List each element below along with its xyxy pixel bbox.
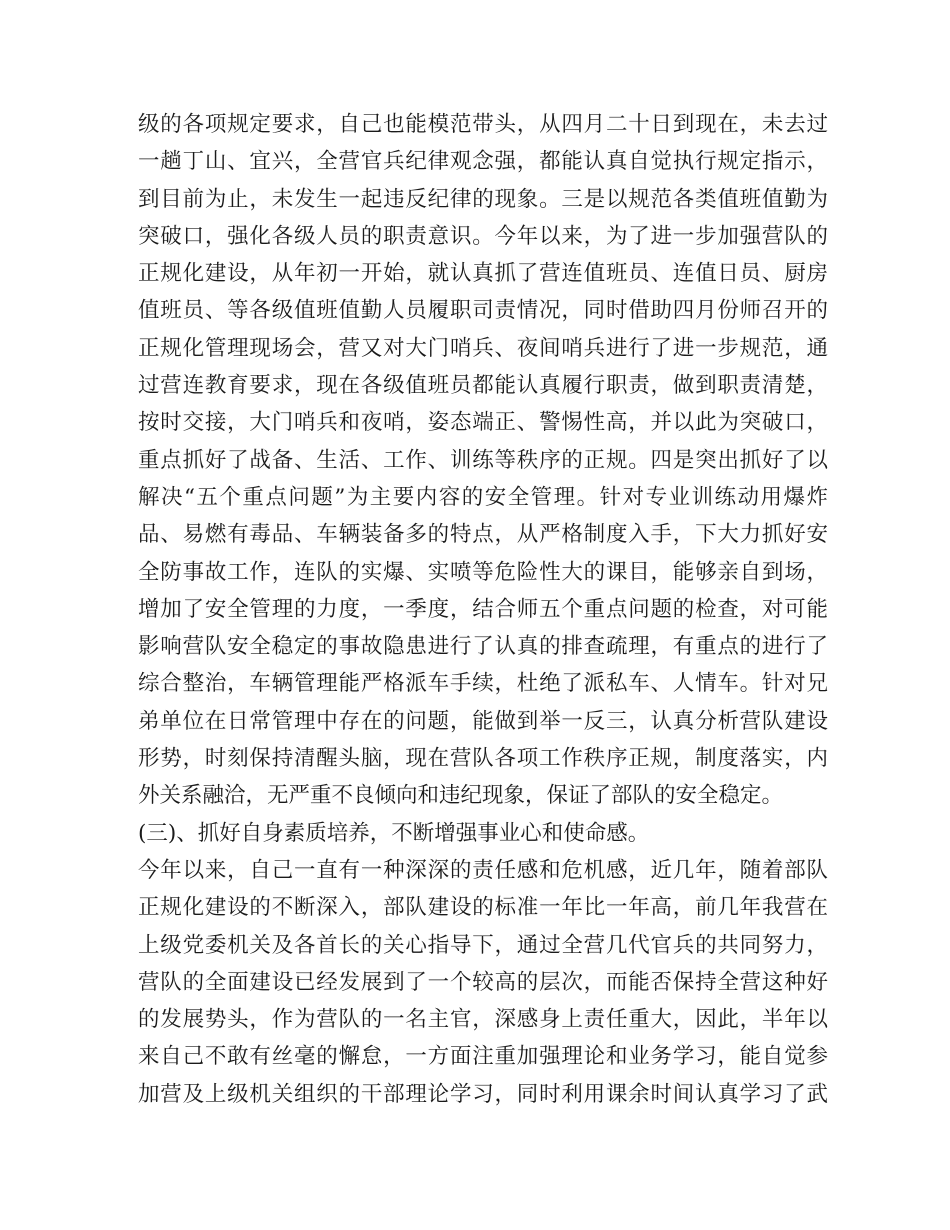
- text-line: 正规化建设，从年初一开始，就认真抓了营连值班员、连值日员、厨房: [138, 261, 828, 287]
- text-line: 外关系融洽，无严重不良倾向和违纪现象，保证了部队的安全稳定。: [138, 783, 784, 809]
- text-line: 品、易燃有毒品、车辆装备多的特点，从严格制度入手，下大力抓好安: [138, 522, 828, 548]
- text-line: 重点抓好了战备、生活、工作、训练等秩序的正规。四是突出抓好了以: [138, 447, 828, 473]
- text-line: 上级党委机关及各首长的关心指导下，通过全营几代官兵的共同努力，: [138, 932, 828, 958]
- text-line: 影响营队安全稳定的事故隐患进行了认真的排查疏理，有重点的进行了: [138, 634, 828, 660]
- text-line: 综合整治，车辆管理能严格派车手续，杜绝了派私车、人情车。针对兄: [138, 671, 828, 697]
- text-line: 加营及上级机关组织的干部理论学习，同时利用课余时间认真学习了武: [138, 1081, 828, 1107]
- text-line: 按时交接，大门哨兵和夜哨，姿态端正、警惕性高，并以此为突破口，: [138, 410, 828, 436]
- text-line: 的发展势头，作为营队的一名主官，深感身上责任重大，因此，半年以: [138, 1007, 828, 1033]
- text-line: 形势，时刻保持清醒头脑，现在营队各项工作秩序正规，制度落实，内: [138, 746, 828, 772]
- text-line: 来自己不敢有丝毫的懈怠，一方面注重加强理论和业务学习，能自觉参: [138, 1044, 828, 1070]
- text-line: 到目前为止，未发生一起违反纪律的现象。三是以规范各类值班值勤为: [138, 186, 828, 212]
- text-line: 一趟丁山、宜兴，全营官兵纪律观念强，都能认真自觉执行规定指示，: [138, 149, 828, 175]
- text-line: 突破口，强化各级人员的职责意识。今年以来，为了进一步加强营队的: [138, 223, 828, 249]
- text-line: 增加了安全管理的力度，一季度，结合师五个重点问题的检查，对可能: [138, 596, 828, 622]
- text-line: 过营连教育要求，现在各级值班员都能认真履行职责，做到职责清楚，: [138, 373, 828, 399]
- text-line: 全防事故工作，连队的实爆、实喷等危险性大的课目，能够亲自到场，: [138, 559, 828, 585]
- text-line: 正规化管理现场会，营又对大门哨兵、夜间哨兵进行了进一步规范，通: [138, 335, 828, 361]
- text-line: 正规化建设的不断深入，部队建设的标准一年比一年高，前几年我营在: [138, 895, 828, 921]
- text-line: 级的各项规定要求，自己也能模范带头，从四月二十日到现在，未去过: [138, 112, 828, 137]
- text-line: 今年以来，自己一直有一种深深的责任感和危机感，近几年，随着部队: [138, 857, 828, 883]
- text-line: 解决“五个重点问题”为主要内容的安全管理。针对专业训练动用爆炸: [138, 484, 828, 510]
- text-line: (三)、抓好自身素质培养，不断增强事业心和使命感。: [138, 820, 650, 846]
- text-line: 弟单位在日常管理中存在的问题，能做到举一反三，认真分析营队建设: [138, 708, 828, 734]
- body-text: [138, 106, 828, 1113]
- text-line: 值班员、等各级值班值勤人员履职司责情况，同时借助四月份师召开的: [138, 298, 828, 324]
- text-line: 营队的全面建设已经发展到了一个较高的层次，而能否保持全营这种好: [138, 969, 828, 995]
